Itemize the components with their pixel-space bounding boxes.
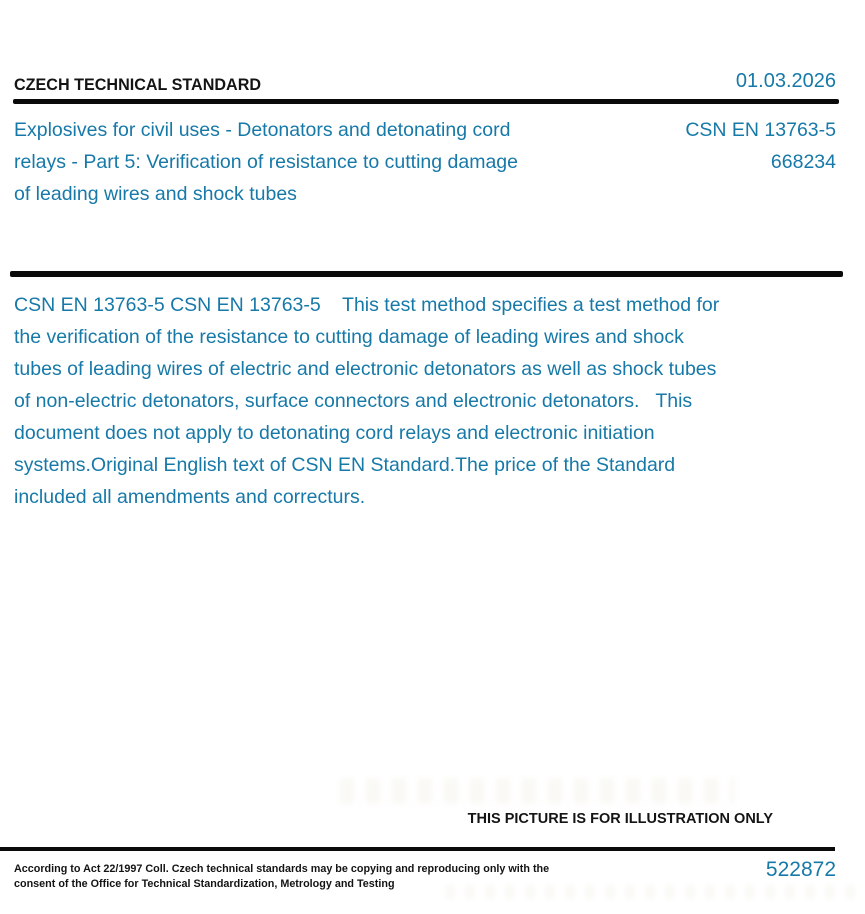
standard-references (685, 114, 836, 178)
illustration-notice: THIS PICTURE IS FOR ILLUSTRATION ONLY (467, 811, 773, 827)
header-divider (13, 99, 839, 104)
standard-abstract: CSN EN 13763-5 CSN EN 13763-5 This test method specifies a test method for the verification of the resistance to cutting damage of leading wires and shock tubes of leading wires of electric and electronic detonators as well as shock tubes of non-electric detonators, surface connectors and electronic detonators. This document does not apply to detonating cord relays and electronic initiation systems.Original English text of CSN EN Standard.The price of the Standard included all amendments and correcturs. (14, 294, 725, 508)
catalog-number: 668234 (770, 151, 836, 173)
standard-title: Explosives for civil uses - Detonators and detonating cord relays - Part 5: Verification of resistance to cutting damage of leading wires and shock tubes (14, 119, 519, 205)
page-title: CZECH TECHNICAL STANDARD (14, 75, 262, 94)
faint-watermark (340, 778, 735, 804)
issue-date: 01.03.2026 (735, 70, 836, 92)
footer-divider (0, 847, 835, 851)
document-number: 522872 (765, 858, 836, 881)
footer-legal-text: According to Act 22/1997 Coll. Czech technical standards may be copying and reproducing only with the consent of the Office for Technical Standardization, Metrology and Testing (14, 863, 550, 890)
abstract-divider (10, 271, 843, 277)
standard-code: CSN EN 13763-5 (685, 119, 836, 141)
